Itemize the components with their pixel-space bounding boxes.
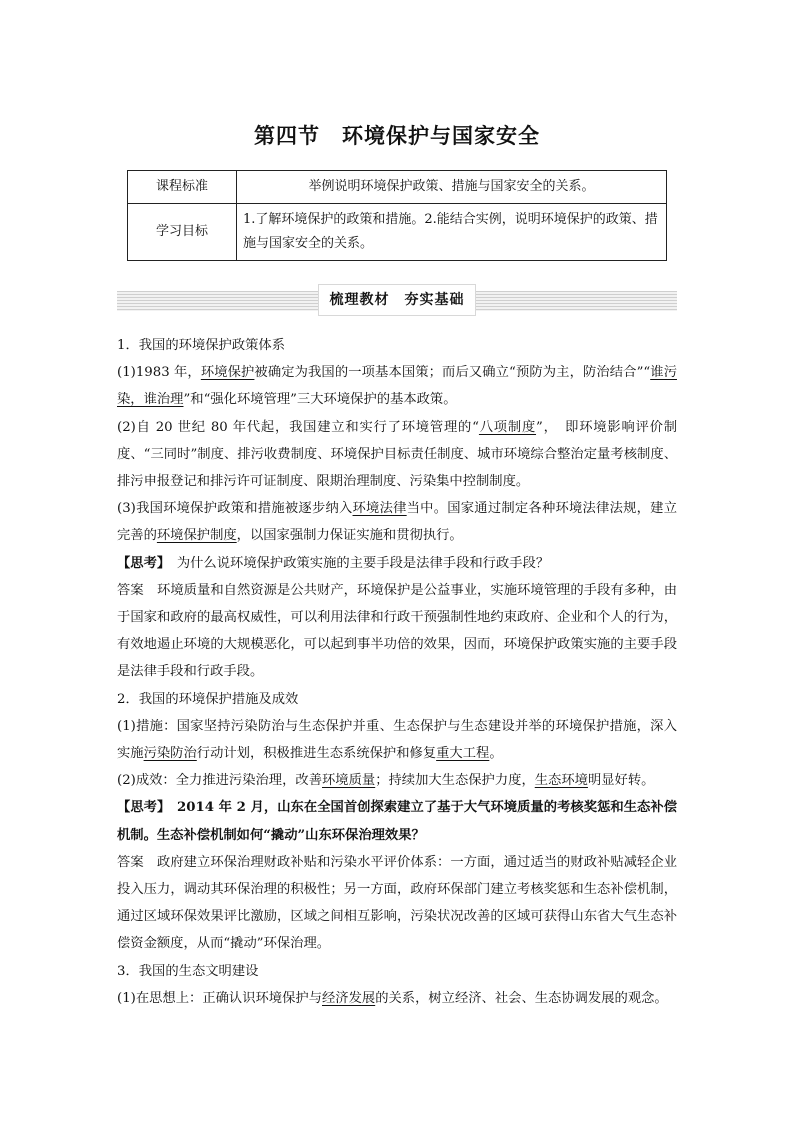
section-2-para-2 xyxy=(117,767,677,794)
section-banner xyxy=(117,285,677,317)
text-run: ”和“强化环境管理”三大环境保护的基本政策。 xyxy=(183,392,457,408)
section-2-para-1 xyxy=(117,713,677,767)
text-run: 行动计划，积极推进生态系统保护和修复 xyxy=(196,746,437,762)
underlined-term: 环境法律 xyxy=(352,501,407,517)
text-run: 明显好转。 xyxy=(587,773,655,789)
think-tag: 【思考】 xyxy=(117,555,164,571)
text-run: (2)成效：全力推进污染治理，改善 xyxy=(117,773,322,789)
answer-text: 环境质量和自然资源是公共财产，环境保护是公益事业，实施环境管理的手段有多种，由于国家和政府的最高权威性，可以利用法律和行政干预强制性地约束政府、企业和个人的行为，有效地遏止环境的大规模恶化，可以起到事半功倍的效果，因而，环境保护政策实施的主要手段是法律手段和行政手段。 xyxy=(117,582,678,680)
think-question-text: 为什么说环境保护政策实施的主要手段是法律手段和行政手段？ xyxy=(163,555,550,571)
learning-goal-head: 学习目标 xyxy=(128,204,237,261)
section-1-para-1 xyxy=(117,359,677,413)
underlined-term: 谁污染，谁治理 xyxy=(117,365,677,408)
think-tag: 【思考】 xyxy=(117,800,164,816)
think-question-text: 2014 年 2 月，山东在全国首创探索建立了基于大气环境质量的考核奖惩和生态补偿机制。生态补偿机制如何“撬动”山东环保治理效果？ xyxy=(117,800,677,843)
section-1-para-2 xyxy=(117,414,677,496)
text-run: (1)1983 年， xyxy=(117,365,201,381)
section-1-think-question xyxy=(117,550,677,577)
main-content xyxy=(117,332,677,1012)
banner-label: 梳理教材 夯实基础 xyxy=(319,285,475,315)
answer-label: 答案 xyxy=(117,582,144,598)
curriculum-standard-head: 课程标准 xyxy=(128,171,237,204)
underlined-term: 八项制度 xyxy=(478,419,537,435)
underlined-term: 环境保护 xyxy=(200,365,255,381)
text-run: 。 xyxy=(489,746,503,762)
section-1-answer xyxy=(117,577,677,686)
text-run: (1)在思想上：正确认识环境保护与 xyxy=(117,990,322,1006)
underlined-term: 环境保护制度 xyxy=(156,528,237,544)
section-1-para-3 xyxy=(117,495,677,549)
table-row xyxy=(128,204,667,261)
text-run: (1)措施：国家坚持污染防治与生态保护并重、生态保护与生态建设并举的环境保护措施，深入实施 xyxy=(117,718,677,762)
section-1-heading: 1．我国的环境保护政策体系 xyxy=(117,338,286,353)
underlined-term: 污染防治 xyxy=(143,746,197,762)
answer-label: 答案 xyxy=(117,854,144,870)
section-2-heading: 2．我国的环境保护措施及成效 xyxy=(117,691,299,707)
underlined-term: 生态环境 xyxy=(534,773,588,789)
text-run: 的关系，树立经济、社会、生态协调发展的观念。 xyxy=(375,990,668,1006)
underlined-term: 环境质量 xyxy=(322,773,376,789)
text-run: 当中。国家通过制定各种环境法律法规，建立完善的 xyxy=(117,501,678,544)
text-run: ；持续加大生态保护力度， xyxy=(375,773,535,789)
table-row xyxy=(128,171,667,204)
underlined-term: 重大工程 xyxy=(436,746,490,762)
curriculum-standard-value: 举例说明环境保护政策、措施与国家安全的关系。 xyxy=(237,171,667,204)
text-run: ，以国家强制力保证实施和贯彻执行。 xyxy=(236,528,463,544)
section-2-answer xyxy=(117,849,677,958)
text-run: ”， 即环境影响评价制度、“三同时”制度、排污收费制度、环境保护目标责任制度、城市环境综合整治定量考核制度、排污申报登记和排污许可证制度、限期治理制度、污染集中控制制度。 xyxy=(117,419,677,490)
text-run: 被确定为我国的一项基本国策；而后又确立“预防为主，防治结合”“ xyxy=(254,365,651,381)
section-3-heading: 3．我国的生态文明建设 xyxy=(117,963,259,979)
answer-text: 政府建立环保治理财政补贴和污染水平评价体系：一方面，通过适当的财政补贴减轻企业投入压力，调动其环保治理的积极性；另一方面，政府环保部门建立考核奖惩和生态补偿机制，通过区域环保效果评比激励，区域之间相互影响，污染状况改善的区域可获得山东省大气生态补偿资金额度，从而“撬动”环保治理。 xyxy=(117,854,678,952)
text-run: (3)我国环境保护政策和措施被逐步纳入 xyxy=(117,501,353,517)
text-run: (2)自 20 世纪 80 年代起，我国建立和实行了环境管理的“ xyxy=(117,419,479,435)
section-2-think-question xyxy=(117,794,677,848)
curriculum-table xyxy=(127,170,667,261)
page-title: 第四节 环境保护与国家安全 xyxy=(254,124,540,148)
underlined-term: 经济发展 xyxy=(322,990,376,1006)
section-3-para-1 xyxy=(117,985,677,1012)
learning-goal-value: 1.了解环境保护的政策和措施。2.能结合实例，说明环境保护的政策、措施与国家安全的关系。 xyxy=(237,204,667,261)
